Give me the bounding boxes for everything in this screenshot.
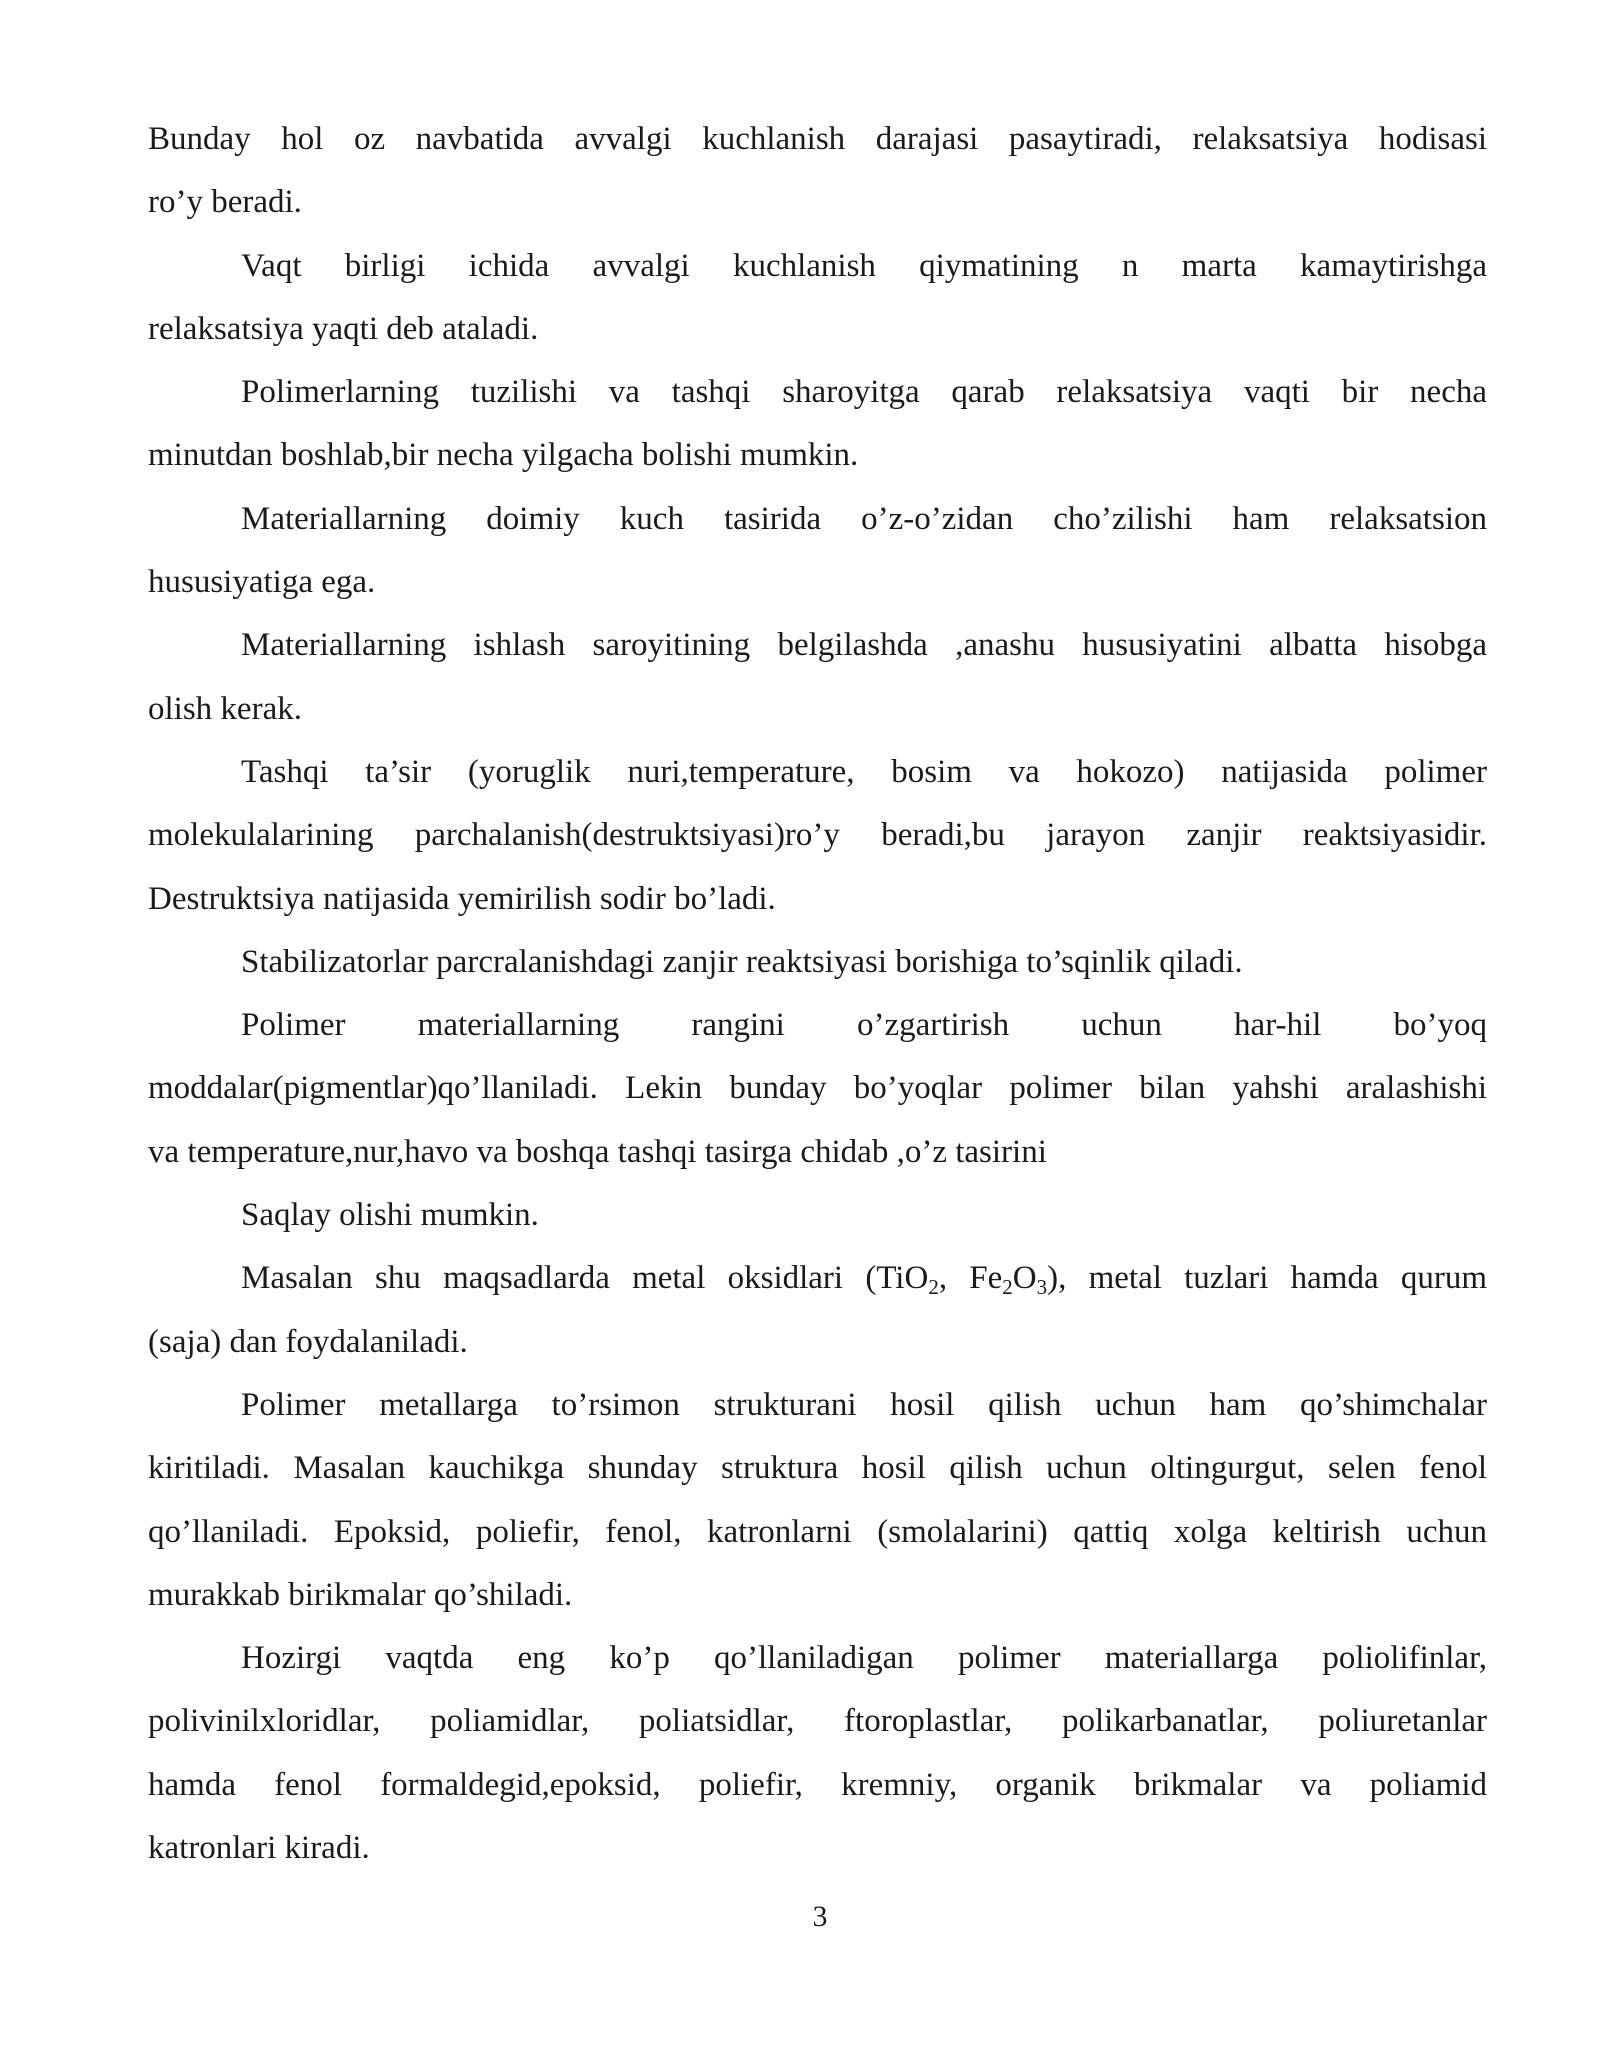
paragraph: [148, 741, 1487, 931]
text-line: katronlari kiradi.: [148, 1830, 370, 1867]
text-line: (saja) dan foydalaniladi.: [148, 1323, 468, 1360]
paragraph: [148, 994, 1487, 1184]
paragraph: [148, 1184, 1487, 1247]
paragraph: [148, 235, 1487, 362]
text-segment: ), metal tuzlari hamda qurum: [1047, 1260, 1488, 1297]
paragraph: [148, 361, 1487, 488]
text-line: hamda fenol formaldegid,epoksid, poliefir, kremniy, organik brikmalar va poliamid: [148, 1766, 1487, 1803]
text-line: Materiallarning ishlash saroyitining belgilashda ,anashu hususiyatini albatta hisobga: [241, 627, 1487, 664]
text-line: relaksatsiya yaqti deb ataladi.: [148, 310, 539, 347]
text-line: ro’y beradi.: [148, 184, 302, 221]
text-segment: Masalan shu maqsadlarda metal oksidlari (: [241, 1260, 877, 1297]
text-segment: ,: [938, 1260, 970, 1297]
paragraph: [148, 614, 1487, 741]
paragraph: [148, 1374, 1487, 1627]
text-line: kiritiladi. Masalan kauchikga shunday struktura hosil qilish uchun oltingurgut, selen fenol: [148, 1450, 1487, 1487]
page-number: 3: [812, 1900, 828, 1933]
text-line: polivinilxloridlar, poliamidlar, poliatsidlar, ftoroplastlar, polikarbanatlar, poliuretanlar: [148, 1703, 1487, 1740]
text-line: Saqlay olishi mumkin.: [241, 1197, 539, 1234]
chemical-formula-fe2o3: $Fe_2O_3$: [969, 1260, 1048, 1300]
text-line: moddalar(pigmentlar)qo’llaniladi. Lekin bunday bo’yoqlar polimer bilan yahshi aralashishi: [148, 1070, 1487, 1107]
text-line: Polimer metallarga to’rsimon strukturani hosil qilish uchun ham qo’shimchalar: [241, 1386, 1487, 1423]
text-line: olish kerak.: [148, 690, 302, 727]
paragraph: [148, 931, 1487, 994]
paragraph: [148, 1627, 1487, 1880]
text-line: qo’llaniladi. Epoksid, poliefir, fenol, katronlarni (smolalarini) qattiq xolga keltirish uchun: [148, 1513, 1487, 1550]
text-line: Stabilizatorlar parcralanishdagi zanjir reaktsiyasi borishiga to’sqinlik qiladi.: [241, 943, 1243, 980]
text-line: hususiyatiga ega.: [148, 564, 376, 601]
text-line: Vaqt birligi ichida avvalgi kuchlanish qiymatining n marta kamaytirishga: [241, 247, 1487, 284]
text-line: minutdan boshlab,bir necha yilgacha bolishi mumkin.: [148, 437, 859, 474]
text-line: murakkab birikmalar qo’shiladi.: [148, 1576, 573, 1613]
chemical-formula-tio2: TiO$_2$: [876, 1260, 939, 1300]
text-line: Materiallarning doimiy kuch tasirida o’z-o’zidan cho’zilishi ham relaksatsion: [241, 500, 1487, 537]
paragraph: [148, 1247, 1487, 1374]
text-line: Tashqi ta’sir (yoruglik nuri,temperature, bosim va hokozo) natijasida polimer: [241, 753, 1487, 790]
text-line: va temperature,nur,havo va boshqa tashqi tasirga chidab ,o’z tasirini: [148, 1133, 1047, 1170]
text-line: Destruktsiya natijasida yemirilish sodir bo’ladi.: [148, 880, 776, 917]
text-line: Polimer materiallarning rangini o’zgartirish uchun har-hil bo’yoq: [241, 1007, 1487, 1044]
text-line: Polimerlarning tuzilishi va tashqi sharoyitga qarab relaksatsiya vaqti bir necha: [241, 374, 1487, 411]
body-text: [148, 108, 1487, 1880]
text-line: Bunday hol oz navbatida avvalgi kuchlanish darajasi pasaytiradi, relaksatsiya hodisasi: [148, 121, 1487, 157]
text-line: molekulalarining parchalanish(destruktsiyasi)ro’y beradi,bu jarayon zanjir reaktsiyasidir.: [148, 817, 1487, 854]
text-line: Hozirgi vaqtda eng ko’p qo’llaniladigan polimer materiallarga poliolifinlar,: [241, 1640, 1487, 1677]
paragraph: [148, 488, 1487, 615]
formula-line: [148, 1247, 1487, 1310]
paragraph: [148, 108, 1487, 235]
